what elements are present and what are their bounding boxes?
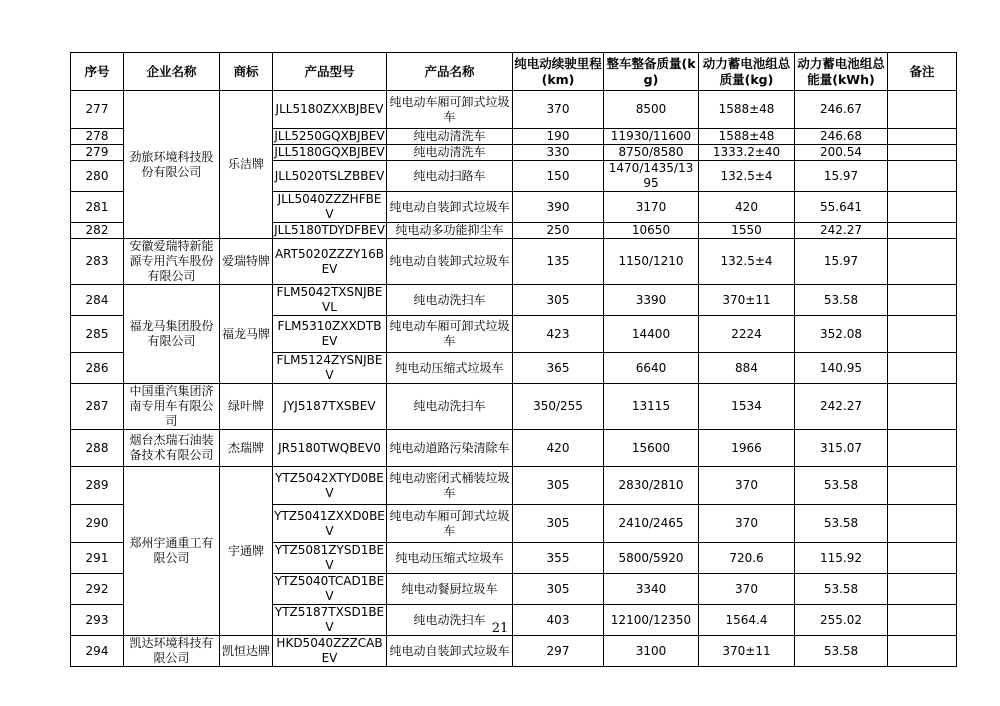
cell-note: [888, 192, 957, 223]
cell-model: FLM5124ZYSNJBEV: [273, 353, 387, 384]
cell-curb-mass: 13115: [604, 384, 699, 430]
table-row: [71, 239, 957, 285]
cell-product-name: 纯电动自装卸式垃圾车: [387, 636, 513, 667]
cell-product-name: 纯电动压缩式垃圾车: [387, 353, 513, 384]
table-header-row: [71, 53, 957, 91]
cell-battery-mass: 2224: [699, 316, 795, 353]
cell-no: 294: [71, 636, 124, 667]
cell-battery-mass: 720.6: [699, 543, 795, 574]
cell-range: 423: [513, 316, 604, 353]
cell-range: 305: [513, 285, 604, 316]
cell-model: YTZ5081ZYSD1BEV: [273, 543, 387, 574]
vehicle-catalog-table: [70, 52, 957, 667]
cell-model: ART5020ZZZY16BEV: [273, 239, 387, 285]
cell-no: 278: [71, 129, 124, 145]
cell-product-name: 纯电动洗扫车: [387, 285, 513, 316]
cell-product-name: 纯电动餐厨垃圾车: [387, 574, 513, 605]
cell-battery-energy: 140.95: [795, 353, 888, 384]
cell-no: 280: [71, 161, 124, 192]
cell-no: 286: [71, 353, 124, 384]
cell-no: 282: [71, 223, 124, 239]
cell-company: 凯达环境科技有限公司: [124, 636, 220, 667]
cell-range: 350/255: [513, 384, 604, 430]
cell-range: 355: [513, 543, 604, 574]
cell-range: 297: [513, 636, 604, 667]
cell-brand: 绿叶牌: [220, 384, 273, 430]
table-row: [71, 384, 957, 430]
cell-note: [888, 285, 957, 316]
cell-brand: 宇通牌: [220, 467, 273, 636]
table-row: [71, 467, 957, 505]
cell-battery-energy: 115.92: [795, 543, 888, 574]
cell-no: 283: [71, 239, 124, 285]
cell-curb-mass: 8750/8580: [604, 145, 699, 161]
cell-note: [888, 574, 957, 605]
cell-battery-mass: 1966: [699, 430, 795, 467]
cell-note: [888, 145, 957, 161]
cell-curb-mass: 12100/12350: [604, 605, 699, 636]
cell-battery-mass: 420: [699, 192, 795, 223]
cell-product-name: 纯电动车厢可卸式垃圾车: [387, 316, 513, 353]
cell-battery-energy: 352.08: [795, 316, 888, 353]
header-model: 产品型号: [273, 53, 387, 91]
cell-model: HKD5040ZZZCABEV: [273, 636, 387, 667]
cell-battery-mass: 1588±48: [699, 129, 795, 145]
cell-note: [888, 636, 957, 667]
cell-product-name: 纯电动自装卸式垃圾车: [387, 192, 513, 223]
table-row: [71, 430, 957, 467]
cell-note: [888, 467, 957, 505]
page-number: 21: [491, 621, 509, 636]
cell-note: [888, 353, 957, 384]
cell-model: FLM5310ZXXDTBEV: [273, 316, 387, 353]
cell-battery-mass: 1550: [699, 223, 795, 239]
header-company: 企业名称: [124, 53, 220, 91]
cell-battery-energy: 53.58: [795, 636, 888, 667]
table-row: [71, 636, 957, 667]
cell-range: 150: [513, 161, 604, 192]
cell-curb-mass: 8500: [604, 91, 699, 129]
cell-product-name: 纯电动车厢可卸式垃圾车: [387, 505, 513, 543]
cell-product-name: 纯电动密闭式桶装垃圾车: [387, 467, 513, 505]
cell-brand: 乐洁牌: [220, 91, 273, 239]
cell-battery-energy: 53.58: [795, 467, 888, 505]
cell-battery-energy: 255.02: [795, 605, 888, 636]
cell-note: [888, 223, 957, 239]
cell-no: 281: [71, 192, 124, 223]
cell-product-name: 纯电动清洗车: [387, 145, 513, 161]
cell-company: 安徽爱瑞特新能源专用汽车股份有限公司: [124, 239, 220, 285]
cell-brand: 凯恒达牌: [220, 636, 273, 667]
cell-range: 250: [513, 223, 604, 239]
cell-company: 劲旅环境科技股份有限公司: [124, 91, 220, 239]
cell-curb-mass: 3100: [604, 636, 699, 667]
cell-no: 288: [71, 430, 124, 467]
cell-range: 305: [513, 467, 604, 505]
cell-battery-mass: 370±11: [699, 285, 795, 316]
cell-curb-mass: 3390: [604, 285, 699, 316]
cell-product-name: 纯电动道路污染清除车: [387, 430, 513, 467]
cell-range: 420: [513, 430, 604, 467]
cell-battery-energy: 315.07: [795, 430, 888, 467]
cell-battery-energy: 53.58: [795, 574, 888, 605]
cell-battery-energy: 246.68: [795, 129, 888, 145]
cell-battery-mass: 132.5±4: [699, 239, 795, 285]
cell-note: [888, 430, 957, 467]
cell-model: JR5180TWQBEV0: [273, 430, 387, 467]
header-note: 备注: [888, 53, 957, 91]
cell-model: JYJ5187TXSBEV: [273, 384, 387, 430]
cell-battery-energy: 53.58: [795, 285, 888, 316]
cell-battery-mass: 1534: [699, 384, 795, 430]
header-range: 纯电动续驶里程(km): [513, 53, 604, 91]
cell-battery-energy: 15.97: [795, 239, 888, 285]
cell-range: 330: [513, 145, 604, 161]
cell-brand: 爱瑞特牌: [220, 239, 273, 285]
cell-company: 烟台杰瑞石油装备技术有限公司: [124, 430, 220, 467]
cell-product-name: 纯电动压缩式垃圾车: [387, 543, 513, 574]
cell-note: [888, 384, 957, 430]
cell-battery-energy: 242.27: [795, 384, 888, 430]
cell-curb-mass: 3170: [604, 192, 699, 223]
cell-product-name: 纯电动多功能抑尘车: [387, 223, 513, 239]
cell-curb-mass: 15600: [604, 430, 699, 467]
cell-no: 287: [71, 384, 124, 430]
cell-product-name: 纯电动洗扫车: [387, 384, 513, 430]
cell-note: [888, 505, 957, 543]
header-battery-mass: 动力蓄电池组总质量(kg): [699, 53, 795, 91]
header-product-name: 产品名称: [387, 53, 513, 91]
cell-note: [888, 91, 957, 129]
cell-range: 370: [513, 91, 604, 129]
cell-brand: 杰瑞牌: [220, 430, 273, 467]
cell-model: FLM5042TXSNJBEVL: [273, 285, 387, 316]
cell-curb-mass: 2410/2465: [604, 505, 699, 543]
cell-company: 中国重汽集团济南专用车有限公司: [124, 384, 220, 430]
cell-battery-mass: 370: [699, 505, 795, 543]
cell-product-name: 纯电动清洗车: [387, 129, 513, 145]
cell-no: 292: [71, 574, 124, 605]
cell-note: [888, 161, 957, 192]
cell-product-name: 纯电动自装卸式垃圾车: [387, 239, 513, 285]
cell-range: 135: [513, 239, 604, 285]
header-brand: 商标: [220, 53, 273, 91]
header-battery-energy: 动力蓄电池组总能量(kWh): [795, 53, 888, 91]
cell-range: 190: [513, 129, 604, 145]
cell-battery-mass: 132.5±4: [699, 161, 795, 192]
header-no: 序号: [71, 53, 124, 91]
cell-product-name: 纯电动车厢可卸式垃圾车: [387, 91, 513, 129]
cell-range: 390: [513, 192, 604, 223]
cell-note: [888, 543, 957, 574]
cell-no: 293: [71, 605, 124, 636]
cell-battery-mass: 370: [699, 467, 795, 505]
cell-model: YTZ5040TCAD1BEV: [273, 574, 387, 605]
cell-no: 285: [71, 316, 124, 353]
cell-no: 277: [71, 91, 124, 129]
cell-no: 289: [71, 467, 124, 505]
cell-curb-mass: 10650: [604, 223, 699, 239]
cell-range: 365: [513, 353, 604, 384]
cell-curb-mass: 1470/1435/1395: [604, 161, 699, 192]
cell-note: [888, 316, 957, 353]
cell-battery-energy: 200.54: [795, 145, 888, 161]
cell-model: JLL5180GQXBJBEV: [274, 145, 385, 159]
cell-range: 305: [513, 574, 604, 605]
cell-no: 291: [71, 543, 124, 574]
cell-battery-energy: 246.67: [795, 91, 888, 129]
cell-curb-mass: 14400: [604, 316, 699, 353]
cell-company: 福龙马集团股份有限公司: [124, 285, 220, 384]
cell-battery-mass: 1588±48: [699, 91, 795, 129]
table-row: [71, 91, 957, 129]
cell-battery-energy: 242.27: [795, 223, 888, 239]
cell-model: JLL5180ZXXBJBEV: [273, 91, 387, 129]
cell-note: [888, 129, 957, 145]
cell-brand: 福龙马牌: [220, 285, 273, 384]
cell-no: 290: [71, 505, 124, 543]
cell-curb-mass: 6640: [604, 353, 699, 384]
cell-range: 403: [513, 605, 604, 636]
cell-model: JLL5020TSLZBBEV: [273, 161, 387, 192]
cell-battery-energy: 55.641: [795, 192, 888, 223]
cell-curb-mass: 2830/2810: [604, 467, 699, 505]
cell-battery-energy: 15.97: [795, 161, 888, 192]
cell-battery-mass: 884: [699, 353, 795, 384]
cell-note: [888, 239, 957, 285]
cell-curb-mass: 1150/1210: [604, 239, 699, 285]
cell-model: YTZ5187TXSD1BEV: [273, 605, 387, 636]
header-curb-mass: 整车整备质量(kg): [604, 53, 699, 91]
cell-company: 郑州宇通重工有限公司: [124, 467, 220, 636]
cell-product-name: 纯电动洗扫车: [387, 605, 513, 636]
cell-no: 279: [71, 145, 124, 161]
cell-battery-mass: 370: [699, 574, 795, 605]
cell-model: YTZ5041ZXXD0BEV: [273, 505, 387, 543]
cell-no: 284: [71, 285, 124, 316]
cell-curb-mass: 3340: [604, 574, 699, 605]
cell-model: JLL5180TDYDFBEV: [274, 223, 385, 237]
cell-model: JLL5250GQXBJBEV: [274, 129, 385, 143]
cell-battery-mass: 370±11: [699, 636, 795, 667]
cell-model: YTZ5042XTYD0BEV: [273, 467, 387, 505]
cell-range: 305: [513, 505, 604, 543]
cell-battery-energy: 53.58: [795, 505, 888, 543]
cell-battery-mass: 1564.4: [699, 605, 795, 636]
cell-model: JLL5040ZZZHFBEV: [273, 192, 387, 223]
cell-curb-mass: 11930/11600: [604, 129, 699, 145]
cell-product-name: 纯电动扫路车: [387, 161, 513, 192]
table-row: [71, 285, 957, 316]
cell-battery-mass: 1333.2±40: [699, 145, 795, 161]
cell-curb-mass: 5800/5920: [604, 543, 699, 574]
